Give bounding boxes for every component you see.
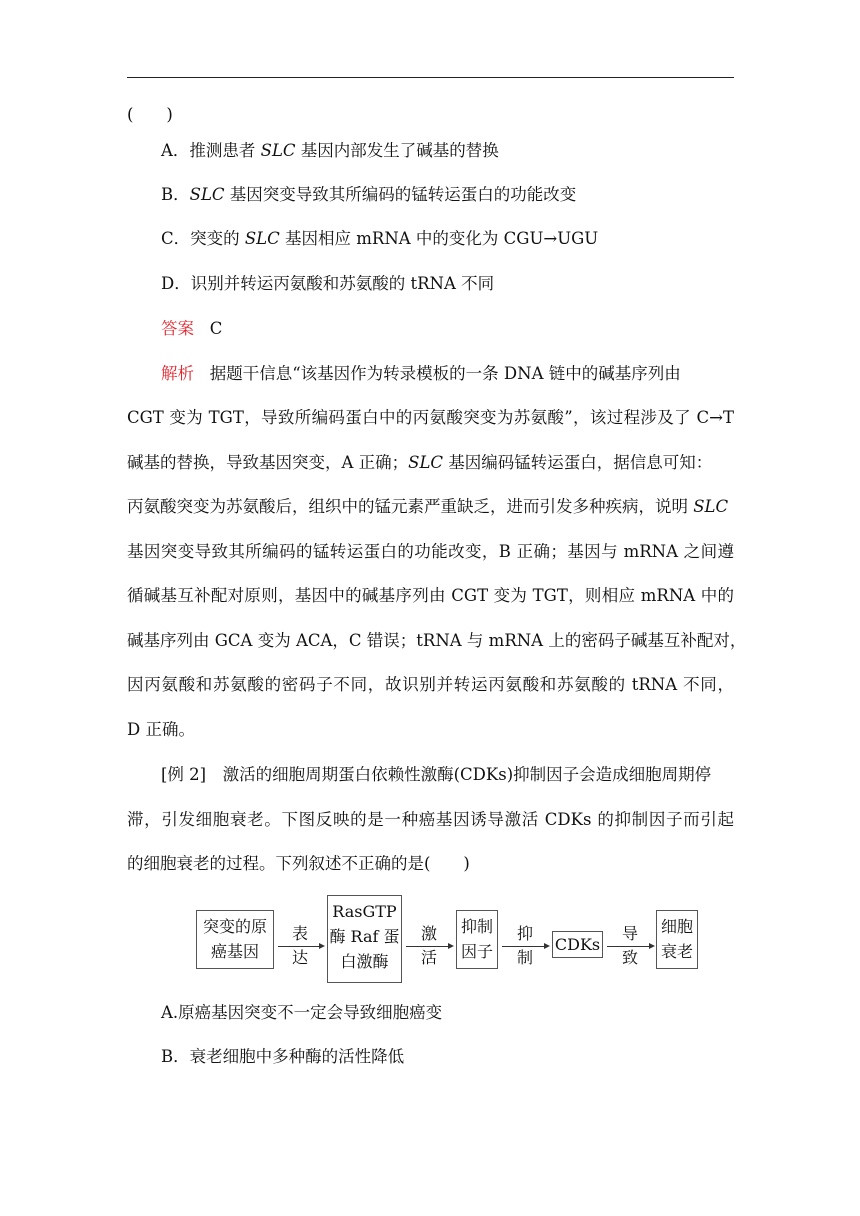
- option-a-text-1: A．推测患者: [161, 141, 261, 160]
- box3-line-1: 抑制: [460, 917, 493, 936]
- ex2-option-a: A.原癌基因突变不一定会导致细胞癌变: [161, 1003, 443, 1022]
- diagram-box-inhibitor: [456, 910, 498, 969]
- box1-line-1: 突变的原: [202, 917, 267, 936]
- analysis-line-6: 循碱基互补配对原则，基因中的碱基序列由 CGT 变为 TGT，则相应 mRNA 中的: [127, 586, 734, 605]
- arrow1-label-2: 达: [291, 948, 308, 967]
- arrow3-label-1: 抑: [516, 924, 533, 943]
- box2-line-3: 白激酶: [340, 952, 389, 971]
- analysis-gene-2: SLC: [693, 497, 729, 516]
- analysis-line-9: D 正确。: [127, 720, 195, 739]
- option-a: [161, 141, 499, 161]
- arrow3-label-2: 制: [516, 948, 533, 967]
- option-c-text-1: C．突变的: [161, 229, 245, 248]
- analysis-text-4: 丙氨酸突变为苏氨酸后，组织中的锰元素严重缺乏，进而引发多种疾病，说明: [127, 497, 694, 516]
- analysis-gene-1: SLC: [408, 453, 444, 472]
- box1-line-2: 癌基因: [210, 942, 259, 961]
- question-bracket: ( ): [127, 105, 173, 124]
- arrow2-label-1: 激: [420, 924, 437, 943]
- box5-line-2: 衰老: [660, 942, 693, 961]
- option-c-gene: SLC: [244, 229, 280, 248]
- analysis-text-1: 据题干信息“该基因作为转录模板的一条 DNA 链中的碱基序列由: [209, 364, 681, 383]
- option-a-gene: SLC: [260, 141, 296, 160]
- option-a-text-2: 基因内部发生了碱基的替换: [295, 141, 499, 160]
- arrow-inhibition: [502, 946, 548, 947]
- example2-line-1: [例 2] 激活的细胞周期蛋白依赖性激酶(CDKs)抑制因子会造成细胞周期停: [161, 765, 712, 784]
- box2-line-2: 酶 Raf 蛋: [329, 927, 400, 946]
- option-b: [161, 185, 576, 205]
- ex2-option-b: B．衰老细胞中多种酶的活性降低: [161, 1047, 405, 1066]
- option-c: [161, 229, 598, 249]
- arrow-expression: [278, 946, 323, 947]
- option-b-gene: SLC: [189, 185, 225, 204]
- arrow2-label-2: 活: [420, 948, 437, 967]
- analysis-label: 解析: [161, 364, 194, 383]
- option-b-text-1: B．: [161, 185, 190, 204]
- arrow4-label-2: 致: [621, 948, 638, 967]
- arrow-lead-to: [607, 946, 653, 947]
- diagram-box-cell-aging: [656, 910, 698, 969]
- diagram-box-mutant-proto-oncogene: [196, 910, 274, 969]
- option-c-text-2: 基因相应 mRNA 中的变化为 CGU→UGU: [279, 229, 599, 248]
- answer-label: 答案: [161, 319, 194, 338]
- analysis-text-3b: 基因编码锰转运蛋白，据信息可知：: [443, 453, 713, 472]
- analysis-line-1: [161, 364, 681, 384]
- option-b-text-2: 基因突变导致其所编码的锰转运蛋白的功能改变: [224, 185, 577, 204]
- answer-line: [161, 319, 222, 339]
- example2-line-2: 滞，引发细胞衰老。下图反映的是一种癌基因诱导激活 CDKs 的抑制因子而引起: [127, 810, 734, 829]
- header-rule: [127, 77, 734, 78]
- box3-line-2: 因子: [460, 942, 493, 961]
- analysis-line-2: CGT 变为 TGT，导致所编码蛋白中的丙氨酸突变为苏氨酸”，该过程涉及了 C→T: [127, 408, 734, 427]
- arrow1-label-1: 表: [291, 924, 308, 943]
- analysis-text-3a: 碱基的替换，导致基因突变，A 正确；: [127, 453, 409, 472]
- diagram-box-ras-raf: [327, 895, 402, 983]
- analysis-line-3: [127, 453, 712, 473]
- analysis-line-4: [127, 497, 728, 517]
- answer-value: C: [209, 319, 223, 338]
- box2-line-1: RasGTP: [332, 902, 397, 921]
- example2-line-3: 的细胞衰老的过程。下列叙述不正确的是( ): [127, 854, 470, 873]
- analysis-line-8: 因丙氨酸和苏氨酸的密码子不同，故识别并转运丙氨酸和苏氨酸的 tRNA 不同，: [127, 675, 734, 694]
- option-d: D．识别并转运丙氨酸和苏氨酸的 tRNA 不同: [161, 274, 495, 293]
- analysis-line-7: 碱基序列由 GCA 变为 ACA，C 错误；tRNA 与 mRNA 上的密码子碱基互补配对，: [127, 631, 747, 650]
- box5-line-1: 细胞: [660, 917, 693, 936]
- analysis-line-5: 基因突变导致其所编码的锰转运蛋白的功能改变，B 正确；基因与 mRNA 之间遵: [127, 542, 734, 561]
- arrow4-label-1: 导: [621, 924, 638, 943]
- diagram-box-cdks: CDKs: [552, 931, 603, 958]
- arrow-activation: [406, 946, 452, 947]
